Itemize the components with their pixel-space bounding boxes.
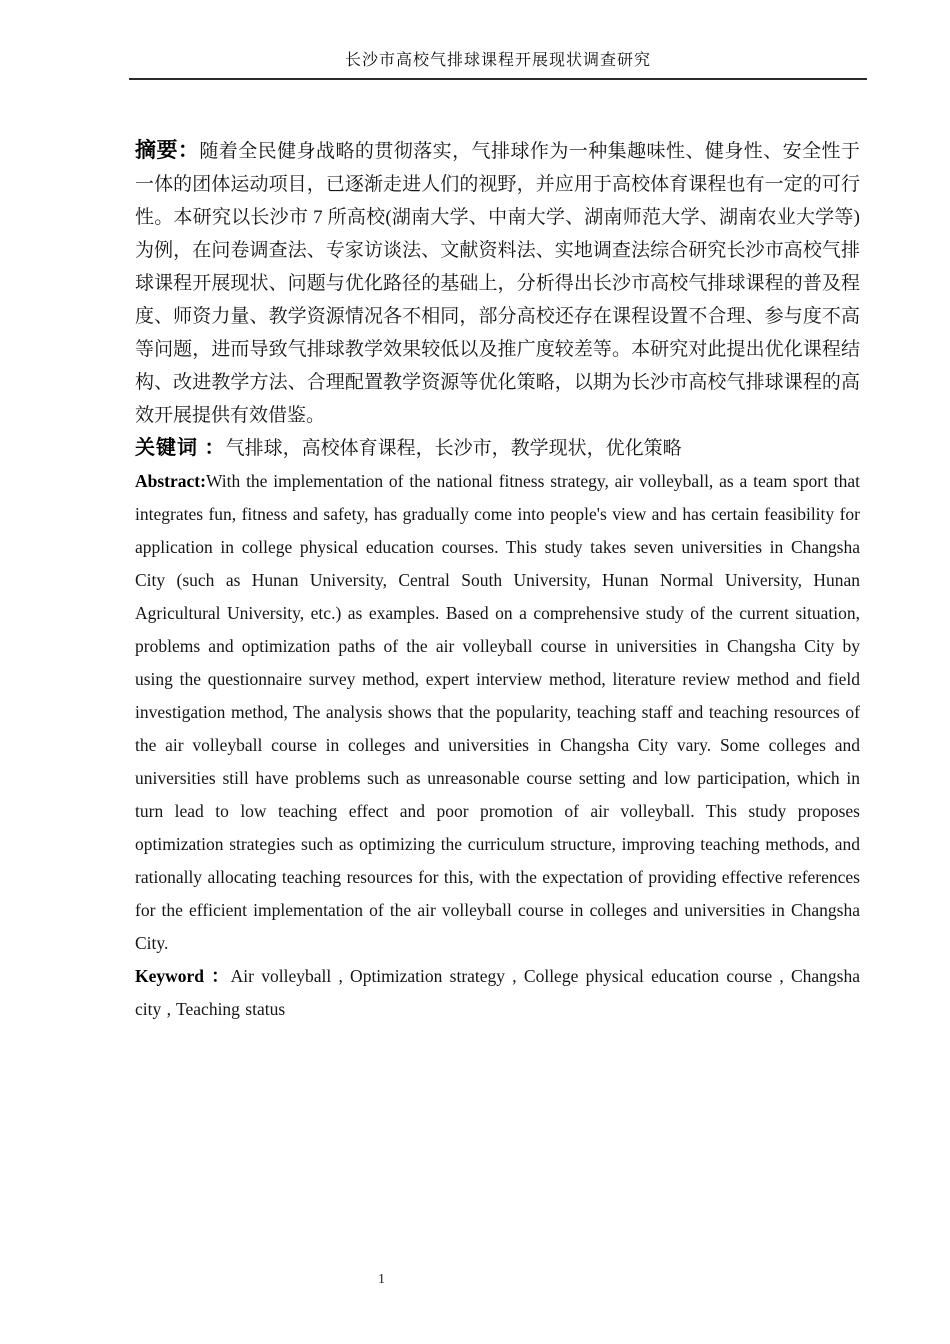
page-body — [135, 134, 860, 1026]
keywords-cn-text: 气排球，高校体育课程，长沙市，教学现状，优化策略 — [225, 438, 682, 459]
abstract-en-text: With the implementation of the national fitness strategy, air volleyball, as a team sport that integrates fun, fitness and safety, has gradually come into people's view and has certain feasibility for application in college physical education courses. This study takes seven universities in Changsha City (such as Hunan University, Central South University, Hunan Normal University, Hunan Agricultural University, etc.) as examples. Based on a comprehensive study of the current situation, problems and optimization paths of the air volleyball course in universities in Changsha City by using the questionnaire survey method, expert interview method, literature review method and field investigation method, The analysis shows that the popularity, teaching staff and teaching resources of the air volleyball course in colleges and universities in Changsha City vary. Some colleges and universities still have problems such as unreasonable course setting and low participation, which in turn lead to low teaching effect and poor promotion of air volleyball. This study proposes optimization strategies such as optimizing the curriculum structure, improving teaching methods, and rationally allocating teaching resources for this, with the expectation of providing effective references for the efficient implementation of the air volleyball course in colleges and universities in Changsha City. — [135, 471, 860, 953]
keywords-en-paragraph — [135, 960, 860, 1026]
abstract-cn-label: 摘要： — [135, 139, 200, 162]
abstract-cn-text: 随着全民健身战略的贯彻落实，气排球作为一种集趣味性、健身性、安全性于一体的团体运动项目，已逐渐走进人们的视野，并应用于高校体育课程也有一定的可行性。本研究以长沙市 7 所高校(湖南大学、中南大学、湖南师范大学、湖南农业大学等)为例，在问卷调查法、专家访谈法、文献资料法、实地调查法综合研究长沙市高校气排球课程开展现状、问题与优化路径的基础上，分析得出长沙市高校气排球课程的普及程度、师资力量、教学资源情况各不相同，部分高校还存在课程设置不合理、参与度不高等问题，进而导致气排球教学效果较低以及推广度较差等。本研究对此提出优化课程结构、改进教学方法、合理配置教学资源等优化策略，以期为长沙市高校气排球课程的高效开展提供有效借鉴。 — [135, 141, 860, 426]
keywords-en-text: Air volleyball , Optimization strategy , College physical education course , Changsha city , Teaching status — [135, 966, 860, 1019]
abstract-en-paragraph — [135, 465, 860, 960]
page-header — [129, 50, 867, 80]
header-divider — [129, 78, 867, 80]
abstract-cn-paragraph — [135, 134, 860, 432]
page-number: 1 — [378, 1272, 385, 1287]
running-head-title: 长沙市高校气排球课程开展现状调查研究 — [344, 52, 651, 69]
keywords-cn-paragraph — [135, 432, 860, 465]
abstract-en-label: Abstract: — [135, 471, 206, 491]
keywords-cn-label: 关键词 ： — [135, 437, 226, 459]
keywords-en-label: Keyword ： — [135, 966, 231, 986]
